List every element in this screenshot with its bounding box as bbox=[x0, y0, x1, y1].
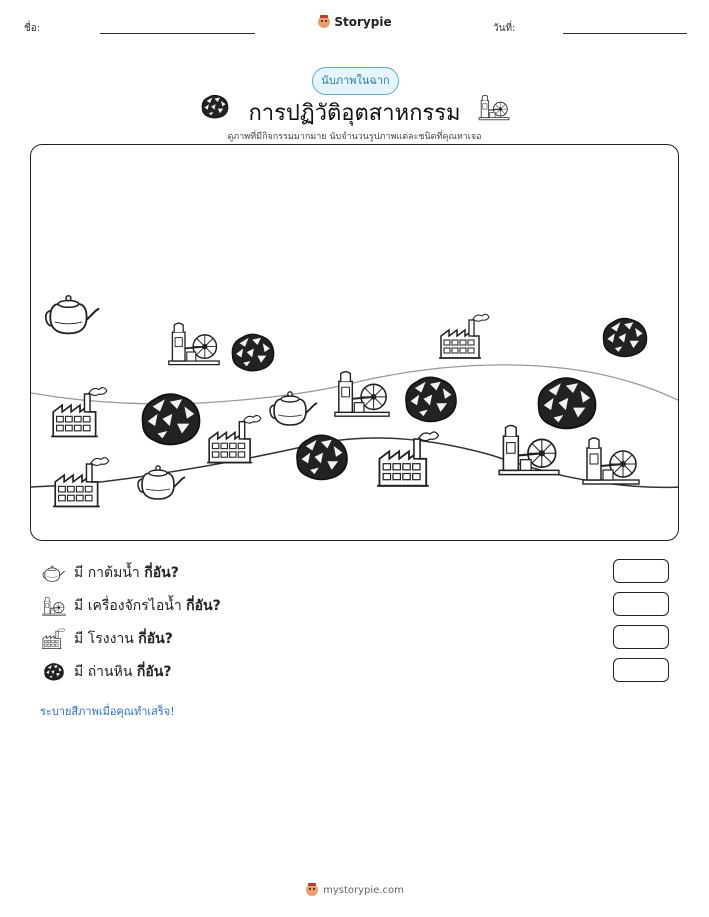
footer bbox=[0, 882, 709, 899]
question-suffix: กี่อัน? bbox=[136, 664, 172, 680]
question-item: โรงงาน bbox=[87, 631, 134, 647]
brand-name: Storypie bbox=[334, 15, 392, 29]
steam-engine-icon bbox=[42, 595, 66, 617]
coal-icon bbox=[597, 313, 653, 367]
coal-icon bbox=[42, 661, 66, 683]
factory-icon bbox=[53, 457, 111, 513]
teapot-icon bbox=[42, 562, 66, 584]
question-teapot bbox=[42, 561, 179, 585]
coal-icon bbox=[291, 429, 353, 491]
date-label: วันที่: bbox=[493, 23, 516, 34]
answer-box-factory[interactable] bbox=[613, 625, 669, 649]
question-item: เครื่องจักรไอน้ำ bbox=[87, 598, 182, 614]
coal-icon bbox=[399, 371, 463, 433]
steam-engine-icon bbox=[333, 367, 391, 423]
teapot-icon bbox=[134, 459, 190, 507]
teapot-icon bbox=[40, 288, 106, 342]
coal-icon bbox=[227, 329, 279, 381]
question-suffix: กี่อัน? bbox=[138, 631, 173, 647]
page-title: การปฏิวัติอุตสาหกรรม bbox=[248, 101, 461, 126]
answer-box-teapot[interactable] bbox=[613, 559, 669, 583]
name-line[interactable] bbox=[100, 33, 255, 34]
question-prefix: มี bbox=[74, 565, 84, 581]
factory-icon bbox=[51, 381, 109, 449]
instructions: ดูภาพที่มีกิจกรรมมากมาย นับจำนวนรูปภาพแต่ละชนิดที่คุณหาเจอ bbox=[227, 132, 482, 142]
coal-icon bbox=[135, 387, 207, 457]
steam-engine-icon bbox=[478, 92, 510, 122]
steam-engine-icon bbox=[167, 317, 221, 373]
question-suffix: กี่อัน? bbox=[144, 565, 179, 581]
search-scene bbox=[30, 144, 679, 541]
coal-icon bbox=[531, 371, 603, 441]
teapot-icon bbox=[266, 385, 322, 433]
question-prefix: มี bbox=[74, 631, 84, 647]
question-steam-engine bbox=[42, 594, 221, 618]
question-item: ถ่านหิน bbox=[87, 664, 133, 680]
activity-badge: นับภาพในฉาก bbox=[312, 67, 399, 95]
factory-icon bbox=[207, 411, 263, 473]
brand-header bbox=[0, 14, 709, 29]
question-coal bbox=[42, 660, 171, 684]
question-prefix: มี bbox=[74, 598, 84, 614]
factory-icon bbox=[439, 311, 491, 367]
storypie-logo-icon bbox=[305, 882, 319, 899]
storypie-logo-icon bbox=[317, 14, 331, 28]
coloring-note: ระบายสีภาพเมื่อคุณทำเสร็จ! bbox=[40, 705, 175, 718]
factory-icon bbox=[42, 628, 66, 650]
answer-box-coal[interactable] bbox=[613, 658, 669, 682]
date-line[interactable] bbox=[563, 33, 687, 34]
question-item: กาต้มน้ำ bbox=[87, 565, 140, 581]
factory-icon bbox=[377, 425, 441, 499]
question-suffix: กี่อัน? bbox=[186, 598, 221, 614]
question-prefix: มี bbox=[74, 664, 84, 680]
name-label: ชื่อ: bbox=[24, 23, 41, 34]
answer-box-steam-engine[interactable] bbox=[613, 592, 669, 616]
footer-url[interactable]: mystorypie.com bbox=[323, 885, 404, 896]
question-factory bbox=[42, 627, 173, 651]
